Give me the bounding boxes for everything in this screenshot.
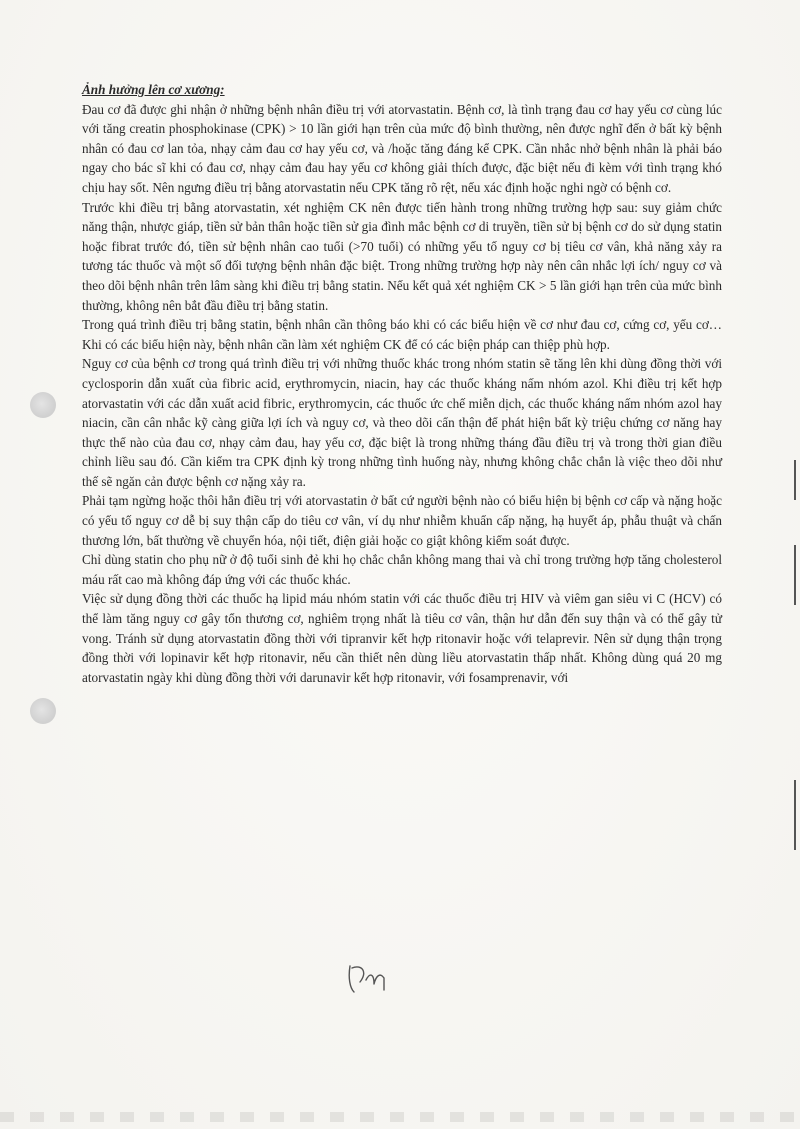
section-heading: Ảnh hưởng lên cơ xương: bbox=[82, 82, 225, 97]
paragraph: Việc sử dụng đồng thời các thuốc hạ lipid máu nhóm statin với các thuốc điều trị HIV và viêm gan siêu vi C (HCV) có thể làm tăng nguy cơ gây tổn thương cơ, nghiêm trọng nhất là tiêu cơ vân, thận hư dẫn đến suy thận và có thể gây tử vong. Tránh sử dụng atorvastatin đồng thời với tipranvir kết hợp ritonavir hoặc với telaprevir. Nên sử dụng thận trọng đồng thời với lopinavir kết hợp ritonavir, nếu cần thiết nên dùng liều atorvastatin thấp nhất. Không dùng quá 20 mg atorvastatin ngày khi dùng đồng thời với darunavir kết hợp ritonavir, với fosamprenavir, với bbox=[82, 591, 722, 685]
scan-bottom-edge bbox=[0, 1112, 800, 1122]
edge-mark bbox=[794, 545, 796, 605]
paragraph: Đau cơ đã được ghi nhận ở những bệnh nhân điều trị với atorvastatin. Bệnh cơ, là tình trạng đau cơ hay yếu cơ cùng lúc với tăng creatin phosphokinase (CPK) > 10 lần giới hạn trên của mức độ bình thường, nên được nghĩ đến ở bất kỳ bệnh nhân có đau cơ lan tỏa, nhạy cảm đau cơ hay yếu cơ, và /hoặc tăng đáng kể CPK. Cần nhắc nhở bệnh nhân là phải báo ngay cho bác sĩ khi có đau cơ, nhạy cảm đau hay yếu cơ không giải thích được, đặc biệt nếu đi kèm với tình trạng khó chịu hay sốt. Nên ngưng điều trị bằng atorvastatin nếu CPK tăng rõ rệt, nếu xác định hoặc nghi ngờ có bệnh cơ. bbox=[82, 101, 722, 195]
punch-hole-top bbox=[30, 392, 56, 418]
punch-hole-bottom bbox=[30, 698, 56, 724]
paragraph: Trong quá trình điều trị bằng statin, bệnh nhân cần thông báo khi có các biểu hiện về cơ như đau cơ, cứng cơ, yếu cơ… Khi có các biểu hiện này, bệnh nhân cần làm xét nghiệm CK để có các biện pháp can thiệp phù hợp. bbox=[82, 317, 722, 352]
paragraph: Nguy cơ của bệnh cơ trong quá trình điều trị với những thuốc khác trong nhóm statin sẽ tăng lên khi dùng đồng thời với cyclosporin dẫn xuất của fibric acid, erythromycin, niacin, hay các thuốc kháng nấm nhóm azol. Khi điều trị kết hợp atorvastatin với các dẫn xuất acid fibric, erythromycin, các thuốc ức chế miễn dịch, các thuốc kháng nấm nhóm azol hay niacin, cần cân nhắc kỹ càng giữa lợi ích và nguy cơ, và theo dõi cẩn thận để phát hiện bất kỳ triệu chứng cơ năng hay thực thể nào của đau cơ, nhạy cảm đau, hay yếu cơ, đặc biệt là trong những tháng đầu điều trị và trong thời gian điều chỉnh liều sau đó. Cần kiểm tra CPK định kỳ trong những tình huống này, nhưng không chắc chắn là việc theo dõi như thế sẽ ngăn cản được bệnh cơ nặng xảy ra. bbox=[82, 356, 722, 489]
paragraph: Trước khi điều trị bằng atorvastatin, xét nghiệm CK nên được tiến hành trong những trường hợp sau: suy giảm chức năng thận, nhược giáp, tiền sử bản thân hoặc tiền sử gia đình mắc bệnh cơ di truyền, tiền sử bị bệnh cơ do sử dụng statin hoặc fibrat trước đó, tiền sử bệnh nhân cao tuổi (>70 tuổi) có những yếu tố nguy cơ bị tiêu cơ vân, khả năng xảy ra tương tác thuốc và một số đối tượng bệnh nhân đặc biệt. Trong những trường hợp này nên cân nhắc lợi ích/ nguy cơ và theo dõi bệnh nhân trên lâm sàng khi điều trị bằng statin. Nếu kết quả xét nghiệm CK > 5 lần giới hạn trên của mức bình thường, không nên bắt đầu điều trị bằng statin. bbox=[82, 199, 722, 313]
paragraph: Phải tạm ngừng hoặc thôi hẳn điều trị với atorvastatin ở bất cứ người bệnh nào có biểu hiện bị bệnh cơ cấp và nặng hoặc có yếu tố nguy cơ dễ bị suy thận cấp do tiêu cơ vân, ví dụ như nhiễm khuẩn cấp nặng, hạ huyết áp, phẫu thuật và chấn thương lớn, bất thường về chuyển hóa, nội tiết, điện giải hoặc co giật không kiểm soát được. bbox=[82, 493, 722, 548]
paragraph: Chỉ dùng statin cho phụ nữ ở độ tuổi sinh đẻ khi họ chắc chắn không mang thai và chỉ trong trường hợp tăng cholesterol máu rất cao mà không đáp ứng với các thuốc khác. bbox=[82, 552, 722, 587]
edge-mark bbox=[794, 780, 796, 850]
handwritten-initials bbox=[344, 958, 392, 998]
document-body bbox=[82, 80, 722, 687]
edge-mark bbox=[794, 460, 796, 500]
